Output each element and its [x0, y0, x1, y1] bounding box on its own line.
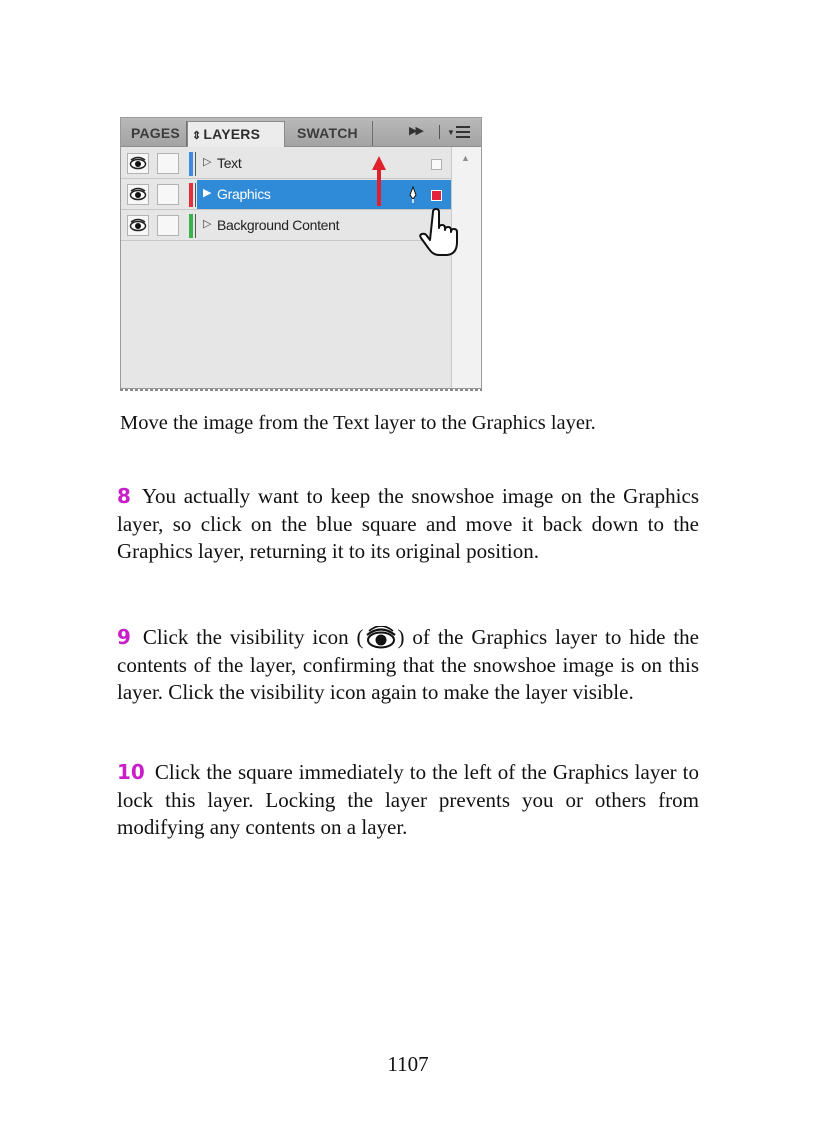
layer-name: Background Content: [217, 217, 340, 233]
layer-name-cell[interactable]: [197, 149, 451, 178]
step-10-paragraph: [117, 759, 699, 842]
figure-caption: Move the image from the Text layer to the Graphics layer.: [120, 412, 596, 434]
visibility-toggle[interactable]: [127, 184, 149, 205]
eye-icon: [129, 187, 147, 202]
layer-name: Graphics: [217, 186, 271, 202]
page-number: 1107: [387, 1052, 429, 1076]
layer-color-swatch: [189, 214, 193, 238]
tab-pages[interactable]: PAGES: [127, 121, 187, 146]
visibility-toggle[interactable]: [127, 215, 149, 236]
eye-icon: [129, 156, 147, 171]
layer-color-swatch: [189, 152, 193, 176]
panel-scrollbar[interactable]: [451, 147, 481, 388]
sort-arrows-icon: ⇕: [192, 130, 202, 142]
panel-menu-icon[interactable]: ▼: [447, 124, 473, 140]
lock-toggle[interactable]: [157, 153, 179, 174]
eye-icon: [364, 626, 398, 650]
hand-pointer-icon: [419, 208, 465, 256]
step-9-paragraph: [117, 624, 699, 707]
layers-list: [121, 147, 451, 388]
toolbar-divider: [439, 125, 440, 139]
panel-tab-bar: [121, 118, 481, 147]
layers-panel-screenshot: [120, 117, 482, 389]
layer-color-swatch: [189, 183, 193, 207]
step-number: 10: [117, 760, 145, 784]
step-text: Click the square immediately to the left of the Graphics layer to lock this layer. Locking the layer prevents you or others from modifying any contents on a layer.: [117, 760, 699, 839]
expand-triangle-icon[interactable]: ▷: [203, 218, 212, 230]
layer-name-cell[interactable]: [197, 211, 451, 240]
layer-row-background-content[interactable]: [121, 211, 451, 241]
scroll-up-arrow-icon[interactable]: ▲: [461, 153, 470, 163]
expand-triangle-icon[interactable]: ▷: [203, 156, 212, 168]
step-text-before: Click the visibility icon (: [142, 625, 364, 649]
lock-toggle[interactable]: [157, 215, 179, 236]
tab-layers[interactable]: ⇕ LAYERS: [187, 121, 285, 147]
layer-row-graphics[interactable]: [121, 180, 451, 210]
eye-icon: [129, 218, 147, 233]
step-text: You actually want to keep the snowshoe image on the Graphics layer, so click on the blue square and move it back down to the Graphics layer, returning it to its original position.: [117, 484, 699, 563]
step-text-after: ) of the Graphics layer to hide the contents of the layer, confirming that the snowshoe image is on this layer. Click the visibility icon again to make the layer visible.: [117, 625, 699, 704]
red-up-arrow-icon: [371, 156, 387, 206]
selection-square[interactable]: [431, 190, 442, 201]
expand-triangle-icon[interactable]: ▶: [203, 187, 212, 199]
layer-name: Text: [217, 155, 242, 171]
step-number: 9: [117, 625, 131, 649]
lock-toggle[interactable]: [157, 184, 179, 205]
pen-icon: [407, 186, 419, 204]
selection-square[interactable]: [431, 159, 442, 170]
visibility-toggle[interactable]: [127, 153, 149, 174]
double-arrow-icon[interactable]: ▶▶: [409, 125, 422, 137]
layer-row-text[interactable]: [121, 149, 451, 179]
layer-name-cell[interactable]: [197, 180, 451, 209]
step-number: 8: [117, 484, 131, 508]
tab-swatches[interactable]: SWATCH: [293, 121, 373, 146]
step-8-paragraph: [117, 483, 699, 566]
